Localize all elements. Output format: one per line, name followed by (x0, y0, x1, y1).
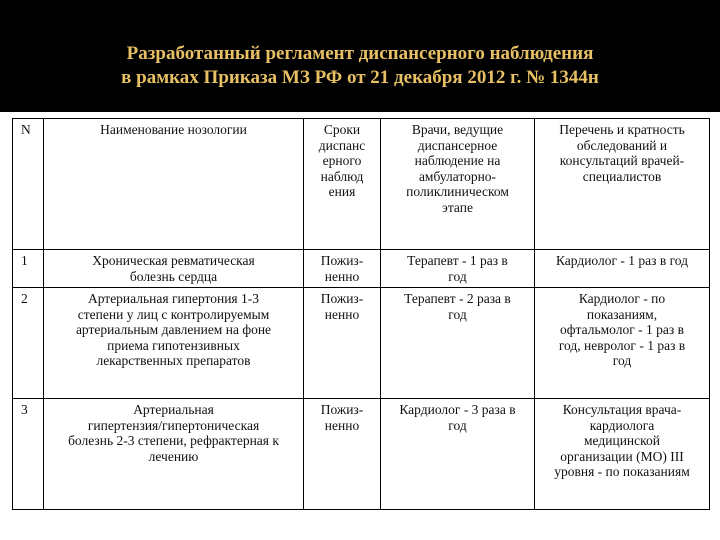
cell-terms: Пожиз- ненно (304, 288, 381, 399)
cell-examinations: Кардиолог - 1 раз в год (535, 250, 710, 288)
table-header-row (13, 119, 710, 250)
header-terms: Сроки диспанс ерного наблюд ения (304, 119, 381, 250)
cell-doctors: Терапевт - 2 раза в год (381, 288, 535, 399)
slide-title: Разработанный регламент диспансерного наблюдения в рамках Приказа МЗ РФ от 21 декабря 2012 г. № 1344н (121, 43, 599, 88)
cell-nosology: Артериальная гипертензия/гипертоническая болезнь 2-3 степени, рефрактерная к лечению (44, 399, 304, 510)
header-doctors: Врачи, ведущие диспансерное наблюдение на амбулаторно- поликлиническом этапе (381, 119, 535, 250)
observation-table (12, 118, 710, 510)
cell-number: 1 (13, 250, 44, 288)
header-nosology: Наименование нозологии (44, 119, 304, 250)
cell-terms: Пожиз- ненно (304, 250, 381, 288)
cell-terms: Пожиз- ненно (304, 399, 381, 510)
cell-examinations: Консультация врача- кардиолога медицинской организации (МО) III уровня - по показаниям (535, 399, 710, 510)
header-number: N (13, 119, 44, 250)
cell-nosology: Артериальная гипертония 1-3 степени у лиц с контролируемым артериальным давлением на фоне приема гипотензивных лекарственных препаратов (44, 288, 304, 399)
cell-doctors: Терапевт - 1 раз в год (381, 250, 535, 288)
table-row (13, 250, 710, 288)
header-examinations: Перечень и кратность обследований и консультаций врачей- специалистов (535, 119, 710, 250)
cell-examinations: Кардиолог - по показаниям, офтальмолог - 1 раз в год, невролог - 1 раз в год (535, 288, 710, 399)
cell-number: 3 (13, 399, 44, 510)
cell-doctors: Кардиолог - 3 раза в год (381, 399, 535, 510)
cell-number: 2 (13, 288, 44, 399)
table-row (13, 288, 710, 399)
cell-nosology: Хроническая ревматическая болезнь сердца (44, 250, 304, 288)
table-row (13, 399, 710, 510)
